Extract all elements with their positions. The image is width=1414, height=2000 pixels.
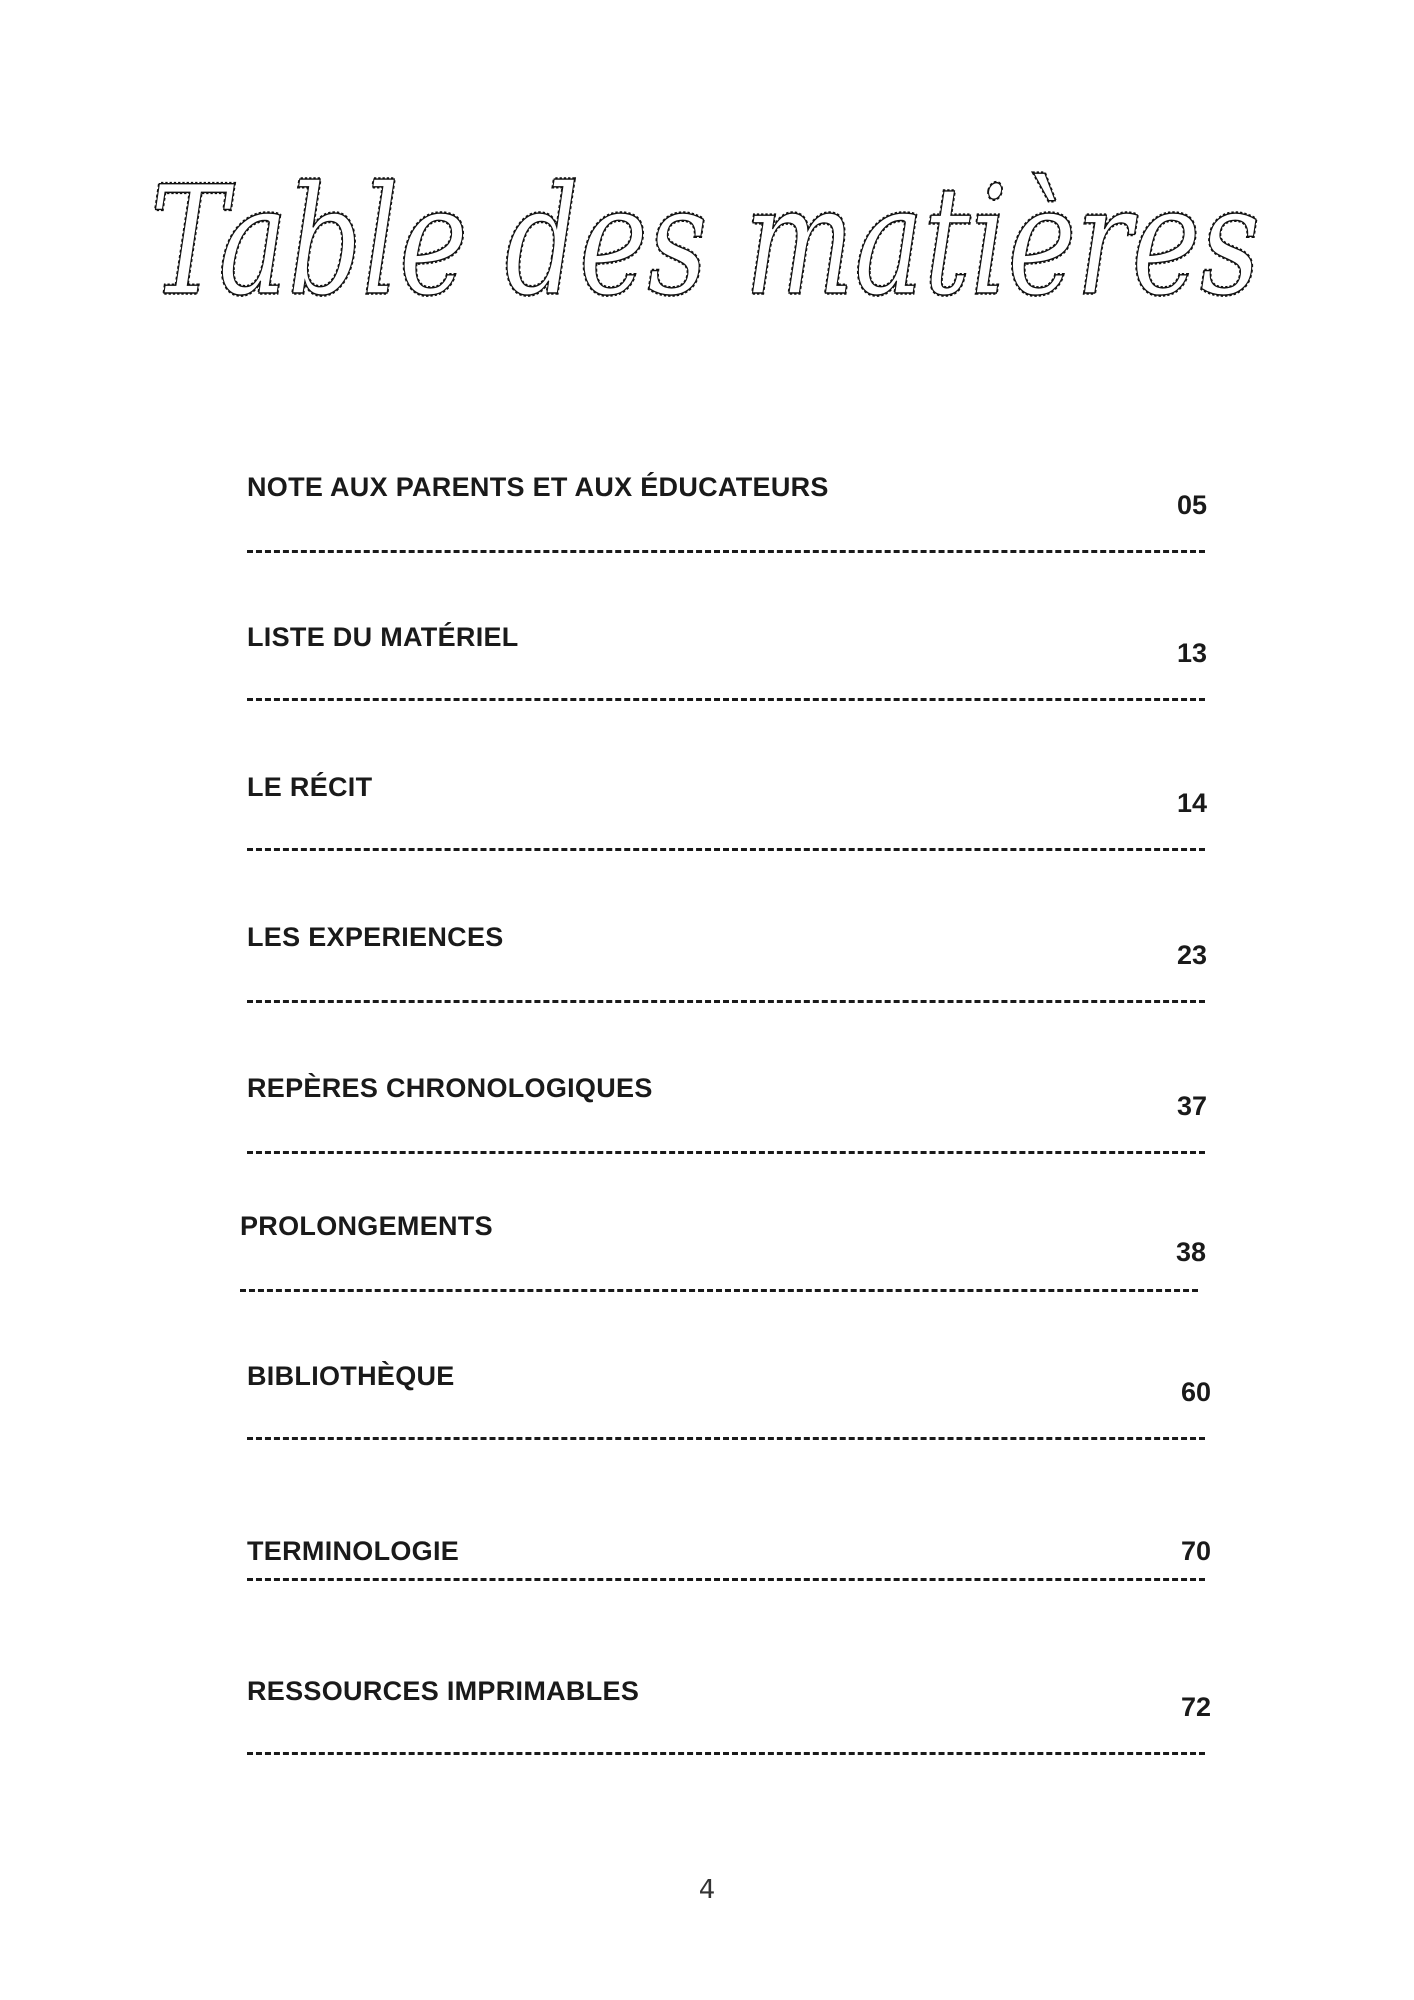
- toc-entry[interactable]: [247, 1676, 1211, 1776]
- toc-entry-label: REPÈRES CHRONOLOGIQUES: [247, 1073, 653, 1103]
- page-title: [140, 128, 1280, 348]
- dashed-leader: [247, 698, 1205, 701]
- toc-entry[interactable]: [247, 622, 1207, 722]
- title-text-outline: Table des matières: [150, 155, 1260, 329]
- toc-entry[interactable]: [240, 1211, 1206, 1311]
- title-lettering: [140, 128, 1280, 348]
- toc-entry-label: LISTE DU MATÉRIEL: [247, 622, 519, 652]
- toc-entry-page: 37: [1176, 1091, 1207, 1121]
- toc-entry-label: BIBLIOTHÈQUE: [247, 1361, 455, 1391]
- toc-entry-page: 60: [1180, 1377, 1211, 1407]
- toc-entry-label: RESSOURCES IMPRIMABLES: [247, 1676, 640, 1706]
- dashed-leader: [240, 1289, 1198, 1292]
- dashed-leader: [247, 1752, 1205, 1755]
- toc-entry-page: 23: [1176, 940, 1207, 970]
- page-number: 4: [698, 1875, 716, 1905]
- toc-entry-page: 72: [1180, 1692, 1211, 1722]
- title-text: Table des matières: [150, 155, 1260, 329]
- toc-entry[interactable]: [247, 1073, 1207, 1173]
- toc-entry-page: 13: [1176, 638, 1207, 668]
- toc-entry[interactable]: [247, 922, 1207, 1022]
- toc-entry-label: PROLONGEMENTS: [240, 1211, 493, 1241]
- toc-entry[interactable]: [247, 772, 1207, 872]
- toc-entry[interactable]: [247, 1536, 1211, 1636]
- toc-entry-label: LE RÉCIT: [247, 772, 373, 802]
- toc-entry[interactable]: [247, 1361, 1211, 1461]
- toc-entry[interactable]: [247, 472, 1207, 572]
- toc-entry-page: 70: [1180, 1536, 1211, 1566]
- toc-entry-label: TERMINOLOGIE: [247, 1536, 460, 1566]
- dashed-leader: [247, 1578, 1205, 1581]
- dashed-leader: [247, 848, 1205, 851]
- dashed-leader: [247, 1151, 1205, 1154]
- toc-entry-page: 38: [1175, 1237, 1206, 1267]
- toc-entry-label: NOTE AUX PARENTS ET AUX ÉDUCATEURS: [247, 472, 829, 502]
- toc-entry-label: LES EXPERIENCES: [247, 922, 504, 952]
- dashed-leader: [247, 1000, 1205, 1003]
- toc-entry-page: 05: [1176, 490, 1207, 520]
- dashed-leader: [247, 1437, 1205, 1440]
- toc-entry-page: 14: [1176, 788, 1207, 818]
- dashed-leader: [247, 550, 1205, 553]
